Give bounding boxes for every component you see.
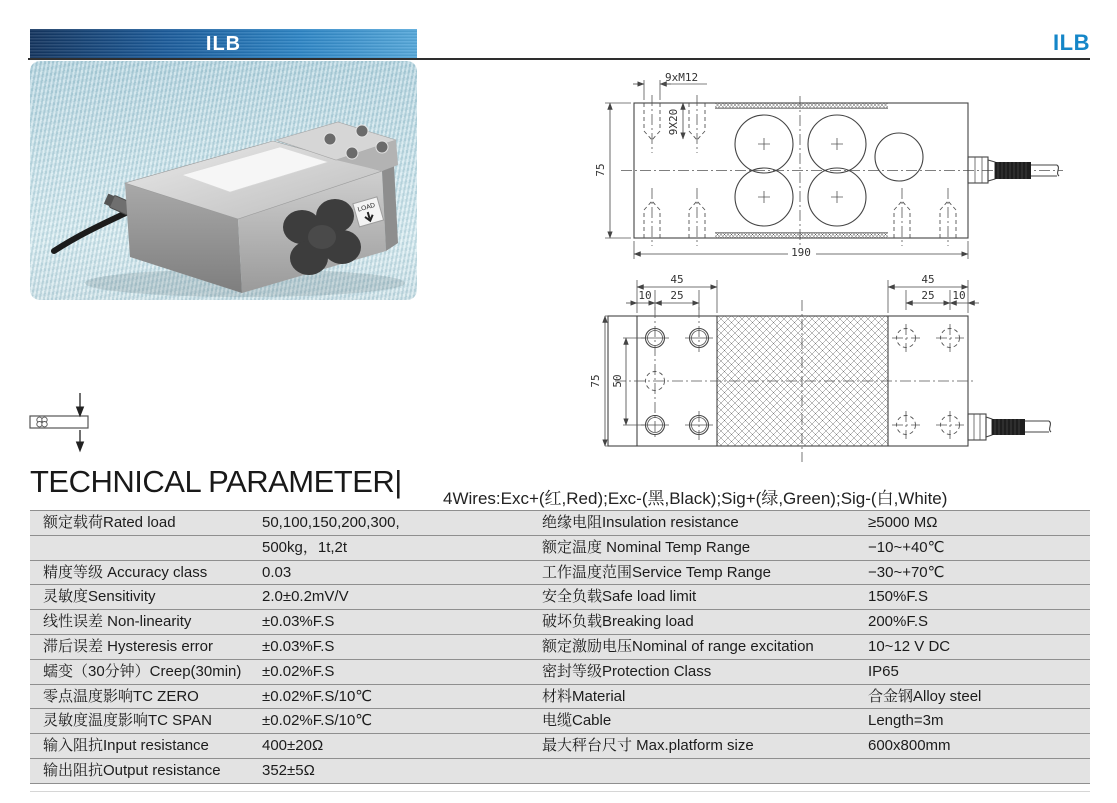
param-label: 最大秤台尺寸 Max.platform size (542, 737, 754, 755)
dim-depth-label: 9X20 (667, 108, 680, 136)
dim-length-label: 190 (791, 246, 811, 259)
param-value: 合金钢Alloy steel (868, 687, 982, 705)
side-bore (875, 133, 923, 181)
param-label: 零点温度影响TC ZERO (43, 687, 199, 705)
parameter-table (30, 510, 1090, 784)
bolt-hole (356, 125, 368, 137)
param-label: 滞后误差 Hysteresis error (43, 637, 214, 655)
param-label: 线性误差 Non-linearity (43, 613, 192, 631)
dim-left-pitch: 25 (670, 289, 684, 302)
param-value: ±0.02%F.S/10℃ (262, 687, 373, 705)
param-value: 600x800mm (868, 737, 951, 755)
param-value: 200%F.S (868, 613, 929, 631)
top-hatch-strip (715, 104, 888, 109)
param-label: 破坏负载Breaking load (542, 613, 694, 631)
param-label: 输入阻抗Input resistance (43, 737, 209, 755)
model-label-top-right: ILB (1053, 30, 1090, 55)
table-row (30, 709, 1090, 734)
table-row (30, 759, 1090, 784)
param-value: ±0.03%F.S (262, 613, 335, 631)
wiring-note: 4Wires:Exc+(红,Red);Exc-(黑,Black);Sig+(绿,Green);Sig-(白,White) (443, 489, 948, 508)
load-sticker-text: LOAD (357, 201, 376, 214)
cable-gland-drawing (968, 157, 1059, 183)
param-value: 352±5Ω (262, 761, 315, 779)
header-rule (28, 58, 1090, 60)
dim-height: 75 (589, 374, 602, 388)
left-plate-holes (641, 307, 713, 440)
dim-right-edge: 10 (952, 289, 966, 302)
table-row (30, 561, 1090, 586)
param-value: ±0.03%F.S (262, 637, 335, 655)
param-label: 安全负载Safe load limit (542, 588, 697, 606)
table-row (30, 660, 1090, 685)
param-label: 额定温度 Nominal Temp Range (542, 538, 751, 556)
param-label: 精度等级 Accuracy class (43, 563, 208, 581)
param-label: 灵敏度温度影响TC SPAN (43, 712, 212, 730)
param-label: 额定激励电压Nominal of range excitation (542, 637, 814, 655)
bolt-hole (324, 133, 336, 145)
model-header-bar (30, 29, 417, 59)
drawing-side-view (595, 70, 1105, 270)
param-label: 蠕变（30分钟）Creep(30min) (43, 662, 242, 680)
param-value: 50,100,150,200,300, (262, 514, 400, 531)
product-photo (30, 61, 417, 300)
param-value: ≥5000 MΩ (868, 514, 938, 531)
dim-left-width: 45 (670, 273, 684, 286)
side-view-dimensions (594, 71, 968, 259)
param-value: 150%F.S (868, 588, 929, 606)
bolt-hole (346, 147, 358, 159)
right-plate-holes (892, 324, 964, 439)
param-label: 输出阻抗Output resistance (43, 761, 221, 779)
bottom-hatch-strip (715, 233, 888, 238)
cable (54, 211, 130, 251)
param-value: 500kg，1t,2t (262, 538, 348, 556)
param-label: 材料Material (542, 687, 626, 705)
table-row (30, 585, 1090, 610)
param-value: 10~12 V DC (868, 637, 951, 655)
param-label: 灵敏度Sensitivity (43, 588, 156, 606)
dim-row-pitch: 50 (611, 374, 624, 388)
table-row (30, 734, 1090, 759)
load-cell-photo-illustration (30, 61, 417, 300)
table-row (30, 685, 1090, 710)
bolt-hole (376, 141, 388, 153)
model-badge: ILB (205, 32, 242, 55)
param-value: 2.0±0.2mV/V (262, 588, 349, 606)
table-row (30, 635, 1090, 660)
param-value: ±0.02%F.S/10℃ (262, 712, 373, 730)
param-label: 电缆Cable (542, 712, 612, 730)
param-label: 密封等级Protection Class (542, 662, 712, 680)
dim-left-edge: 10 (638, 289, 652, 302)
dim-right-width: 45 (921, 273, 935, 286)
load-arrow-bottom (77, 430, 84, 451)
dim-right-pitch: 25 (921, 289, 935, 302)
param-value: −10~+40℃ (868, 538, 945, 556)
param-value: 0.03 (262, 563, 292, 581)
table-row (30, 610, 1090, 635)
param-value: ±0.02%F.S (262, 662, 335, 680)
param-label: 工作温度范围Service Temp Range (542, 563, 771, 581)
dim-thread-label: 9xM12 (665, 71, 699, 84)
param-label: 额定载荷Rated load (43, 514, 176, 531)
cable-gland-drawing (968, 414, 1051, 440)
dim-height-label: 75 (594, 163, 607, 177)
param-value: 400±20Ω (262, 737, 324, 755)
table-row (30, 536, 1090, 561)
load-arrow-top (77, 393, 84, 416)
table-underline (30, 791, 1090, 792)
load-direction-schematic (8, 390, 108, 460)
section-title: TECHNICAL PARAMETER| (30, 464, 402, 499)
table-row (30, 510, 1090, 536)
param-value: IP65 (868, 662, 899, 680)
param-label: 绝缘电阻Insulation resistance (542, 514, 739, 531)
param-value: Length=3m (868, 712, 944, 730)
param-value: −30~+70℃ (868, 563, 945, 581)
drawing-plan-view (589, 270, 1105, 470)
